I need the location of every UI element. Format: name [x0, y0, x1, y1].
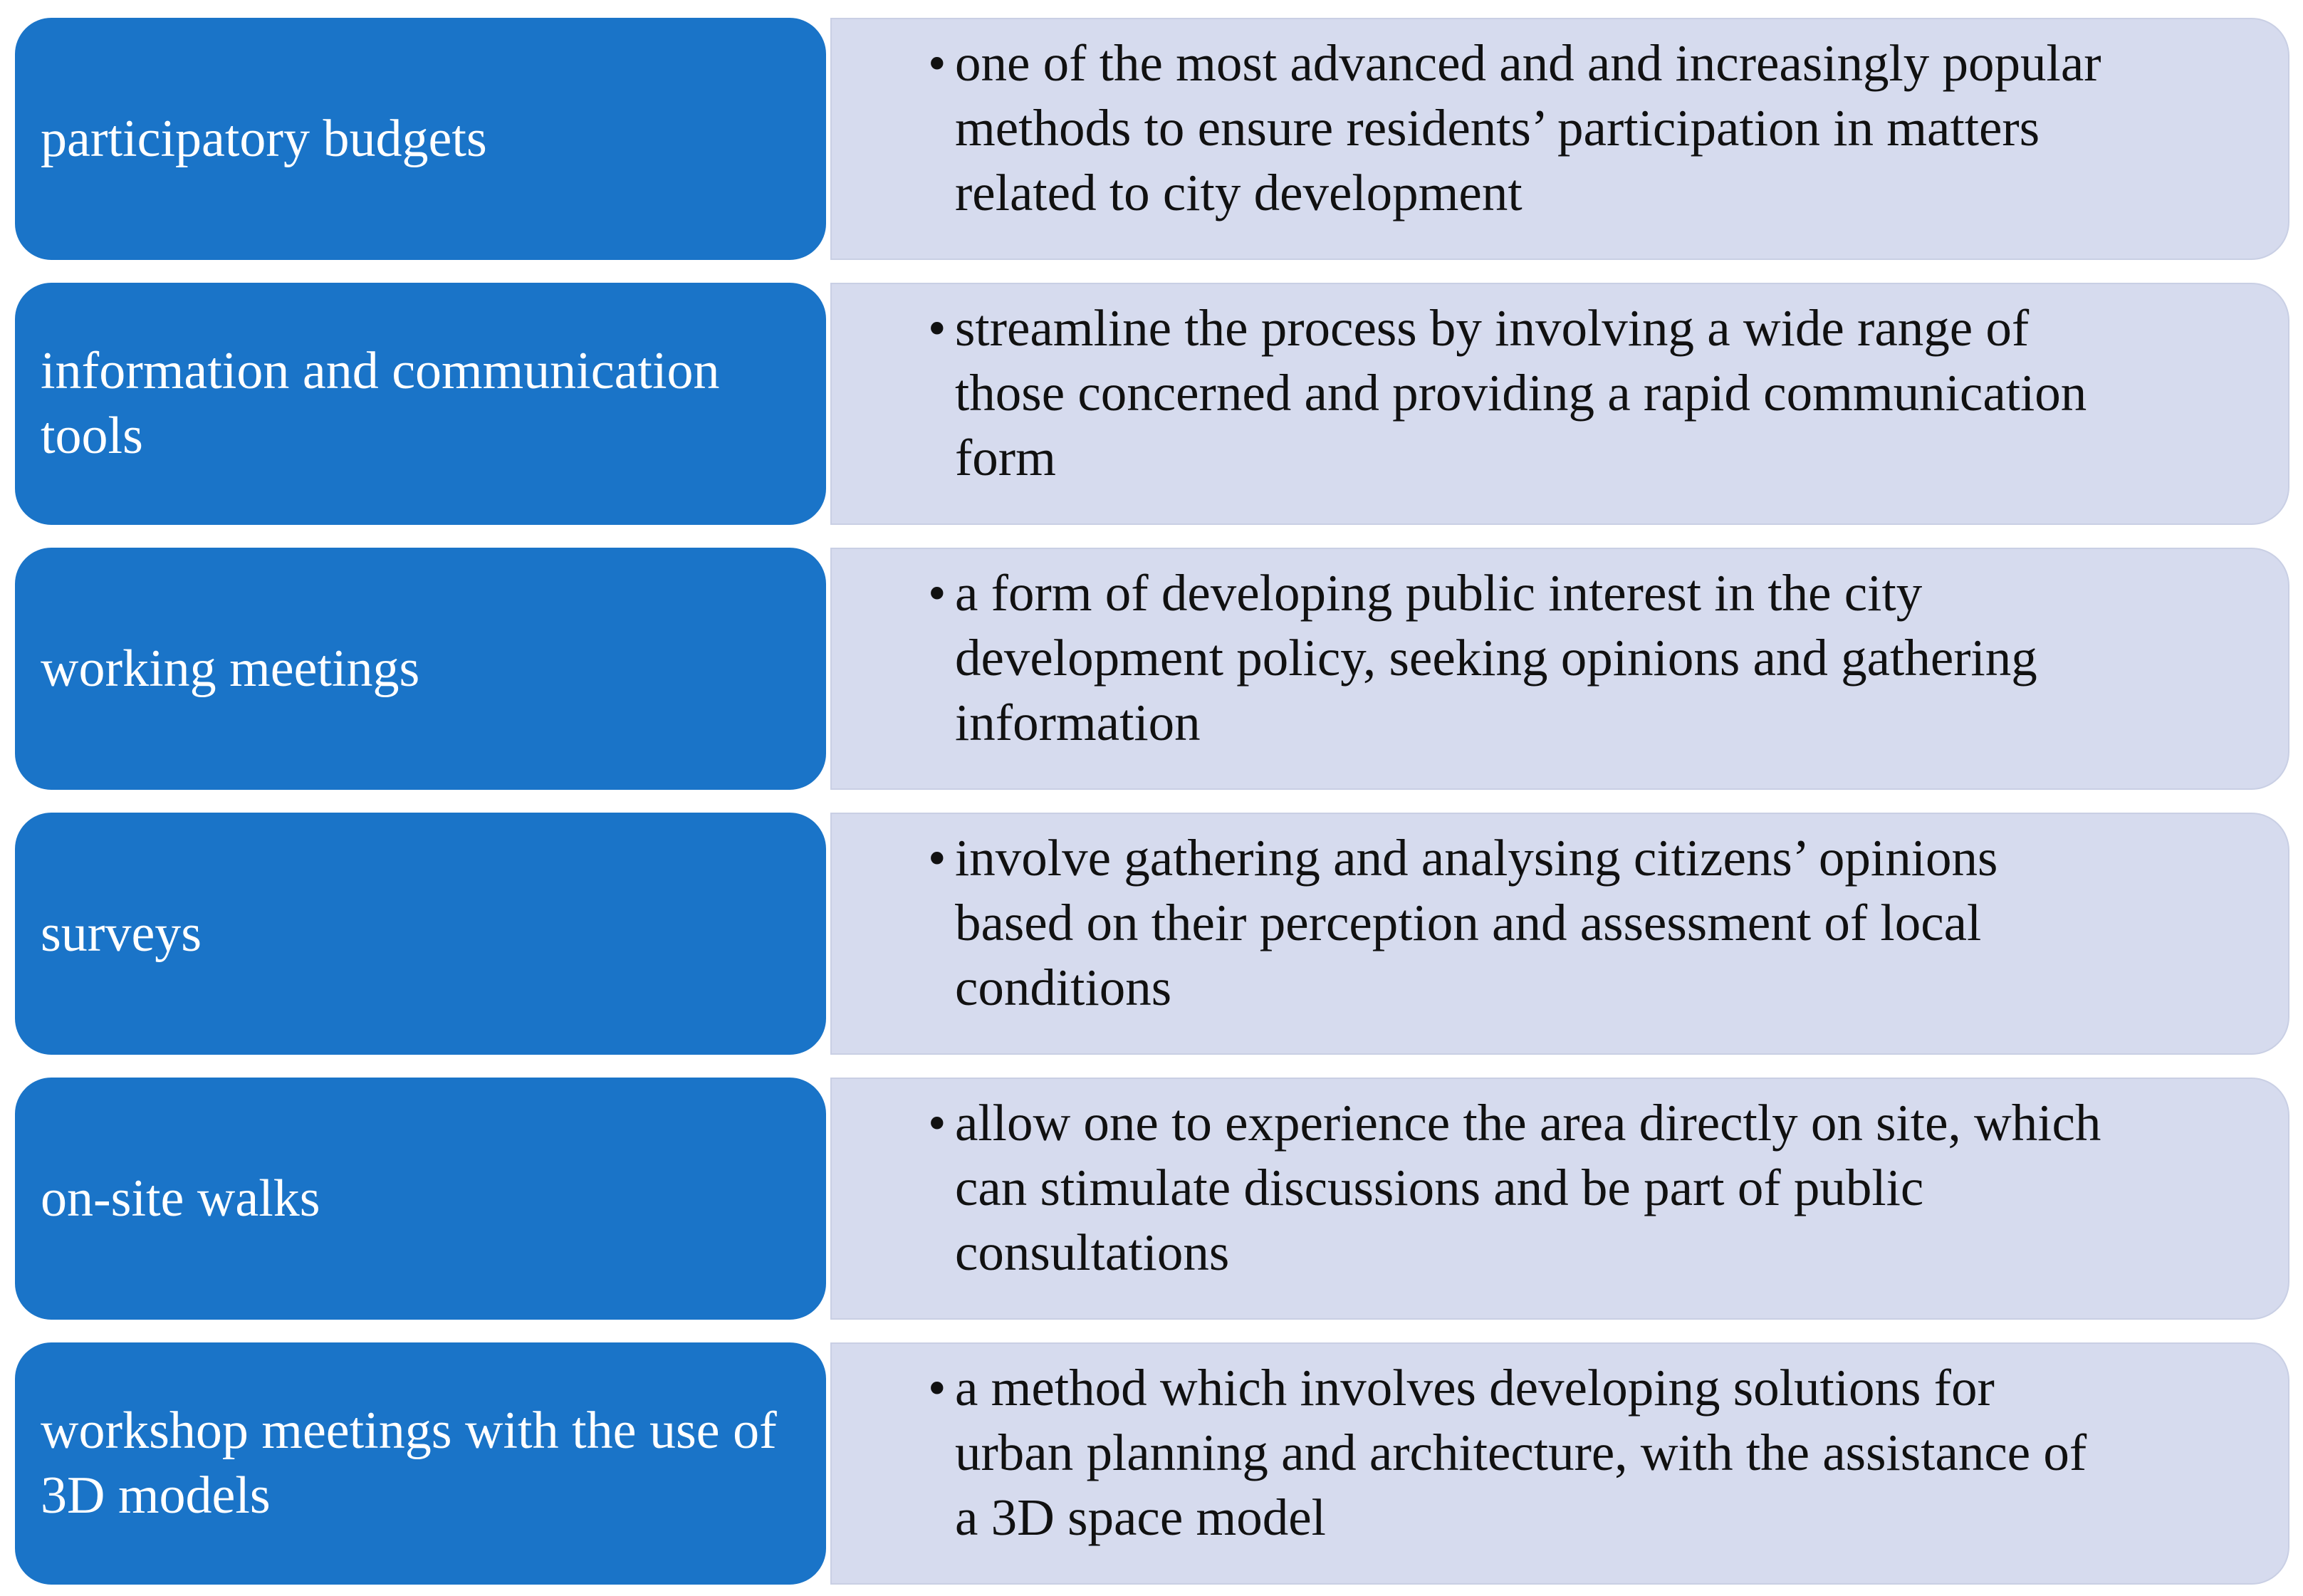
description-panel [828, 281, 2292, 527]
method-label-box [13, 1075, 828, 1322]
method-row-surveys [13, 810, 2292, 1057]
description-text-wrapper [928, 31, 2109, 225]
description-text-wrapper [928, 825, 2109, 1020]
description-panel [828, 546, 2292, 792]
method-description: a form of developing public interest in the city development policy, seeking opinions and gathering information [955, 564, 2037, 751]
description-text-wrapper [928, 560, 2109, 755]
method-row-participatory-budgets [13, 16, 2292, 262]
method-description: streamline the process by involving a wide range of those concerned and providing a rapid communication form [955, 299, 2087, 486]
description-text-wrapper [928, 1355, 2109, 1550]
bullet-icon: • [928, 34, 946, 92]
bullet-icon: • [928, 299, 946, 357]
method-label: surveys [41, 904, 202, 963]
description-panel [828, 1340, 2292, 1587]
method-description: allow one to experience the area directly on site, which can stimulate discussions and be part of public consultations [955, 1094, 2101, 1281]
description-text-wrapper [928, 296, 2109, 490]
method-label-box [13, 1340, 828, 1587]
method-label: information and communication tools [41, 342, 720, 465]
method-label: participatory budgets [41, 109, 487, 168]
method-row-on-site-walks [13, 1075, 2292, 1322]
method-label-box [13, 810, 828, 1057]
bullet-icon: • [928, 564, 946, 622]
method-label: working meetings [41, 639, 420, 698]
method-label: on-site walks [41, 1169, 320, 1228]
method-description: one of the most advanced and and increasingly popular methods to ensure residents’ participation in matters related to city development [955, 34, 2101, 221]
method-label-box [13, 16, 828, 262]
bullet-icon: • [928, 1094, 946, 1152]
description-panel [828, 1075, 2292, 1322]
method-row-workshop-meetings-3d-models [13, 1340, 2292, 1587]
bullet-icon: • [928, 829, 946, 887]
method-row-working-meetings [13, 546, 2292, 792]
description-text-wrapper [928, 1090, 2109, 1285]
method-description: a method which involves developing solutions for urban planning and architecture, with the assistance of a 3D space model [955, 1359, 2087, 1546]
method-row-information-and-communication-tools [13, 281, 2292, 527]
bullet-icon: • [928, 1359, 946, 1417]
description-panel [828, 16, 2292, 262]
method-label: workshop meetings with the use of 3D models [41, 1402, 777, 1525]
method-description: involve gathering and analysing citizens’ opinions based on their perception and assessment of local conditions [955, 829, 1998, 1016]
method-label-box [13, 546, 828, 792]
method-label-box [13, 281, 828, 527]
description-panel [828, 810, 2292, 1057]
